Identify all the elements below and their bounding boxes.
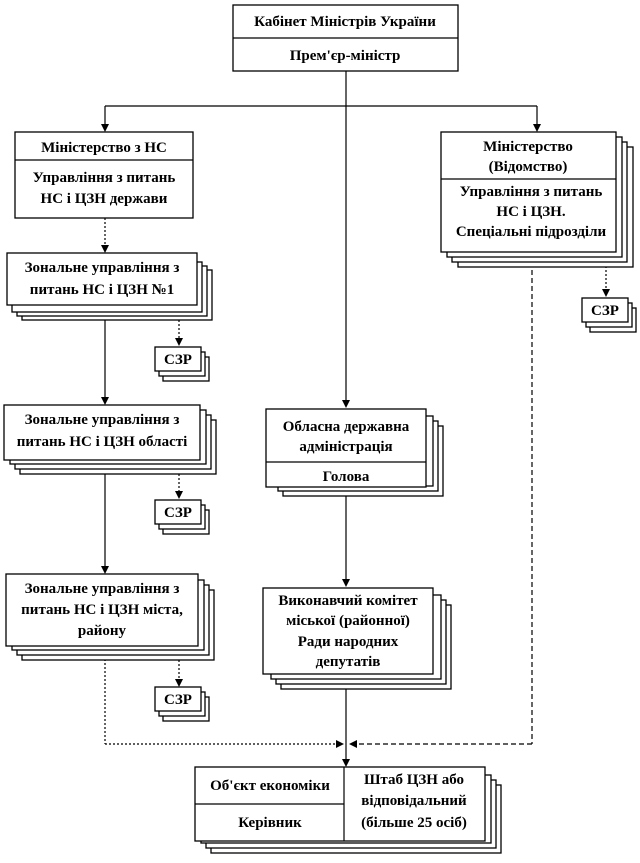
economy-object-staff-line: (більше 25 осіб) bbox=[361, 815, 467, 831]
ministry-dept-box bbox=[441, 132, 633, 267]
szr-box bbox=[155, 347, 209, 381]
executive-committee-box bbox=[263, 588, 451, 689]
economy-object-box bbox=[195, 767, 501, 853]
zonal-city-line: району bbox=[77, 623, 127, 639]
ministry-dept-body-line: Управління з питань bbox=[459, 184, 603, 200]
szr-label: СЗР bbox=[591, 303, 619, 319]
zonal-1-line: Зональне управління з bbox=[24, 260, 180, 276]
szr-box bbox=[155, 687, 209, 721]
economy-object-title: Об'єкт економіки bbox=[210, 778, 330, 794]
cabinet-title: Кабінет Міністрів України bbox=[254, 14, 436, 30]
ministry-ns-body-line: Управління з питань bbox=[32, 170, 176, 186]
economy-object-staff-line: Штаб ЦЗН або bbox=[363, 772, 465, 788]
zonal-city-box bbox=[6, 574, 214, 660]
executive-committee-line: міської (районної) bbox=[286, 613, 410, 629]
ministry-ns-title: Міністерство з НС bbox=[41, 140, 167, 156]
szr-label: СЗР bbox=[164, 352, 192, 368]
zonal-1-line: питань НС і ЦЗН №1 bbox=[29, 282, 175, 298]
zonal-region-line: питань НС і ЦЗН області bbox=[16, 434, 188, 450]
regional-admin-box bbox=[266, 409, 443, 496]
regional-admin-line: адміністрація bbox=[299, 439, 393, 455]
szr-label: СЗР bbox=[164, 692, 192, 708]
executive-committee-line: Ради народних bbox=[297, 634, 399, 650]
ministry-dept-title: (Відомство) bbox=[488, 159, 568, 175]
zonal-region-line: Зональне управління з bbox=[24, 412, 180, 428]
economy-object-staff-line: відповідальний bbox=[361, 793, 467, 809]
regional-admin-head: Голова bbox=[322, 469, 370, 485]
ministry-dept-title: Міністерство bbox=[483, 139, 573, 155]
zonal-1-box bbox=[7, 253, 212, 320]
zonal-city-line: питань НС і ЦЗН міста, bbox=[21, 602, 183, 618]
zonal-region-box bbox=[4, 405, 216, 474]
zonal-city-line: Зональне управління з bbox=[24, 581, 180, 597]
ministry-ns-body-line: НС і ЦЗН держави bbox=[40, 191, 168, 207]
regional-admin-line: Обласна державна bbox=[282, 419, 410, 435]
szr-label: СЗР bbox=[164, 505, 192, 521]
executive-committee-line: Виконавчий комітет bbox=[278, 593, 418, 609]
szr-box bbox=[582, 298, 636, 332]
szr-box bbox=[155, 500, 209, 534]
ministry-dept-body-line: Спеціальні підрозділи bbox=[455, 224, 607, 240]
economy-object-head: Керівник bbox=[238, 815, 302, 831]
cabinet-box bbox=[233, 5, 458, 71]
ministry-ns-box bbox=[15, 132, 193, 218]
cabinet-head: Прем'єр-міністр bbox=[289, 48, 401, 64]
executive-committee-line: депутатів bbox=[315, 654, 381, 670]
ministry-dept-body-line: НС і ЦЗН. bbox=[496, 204, 566, 220]
